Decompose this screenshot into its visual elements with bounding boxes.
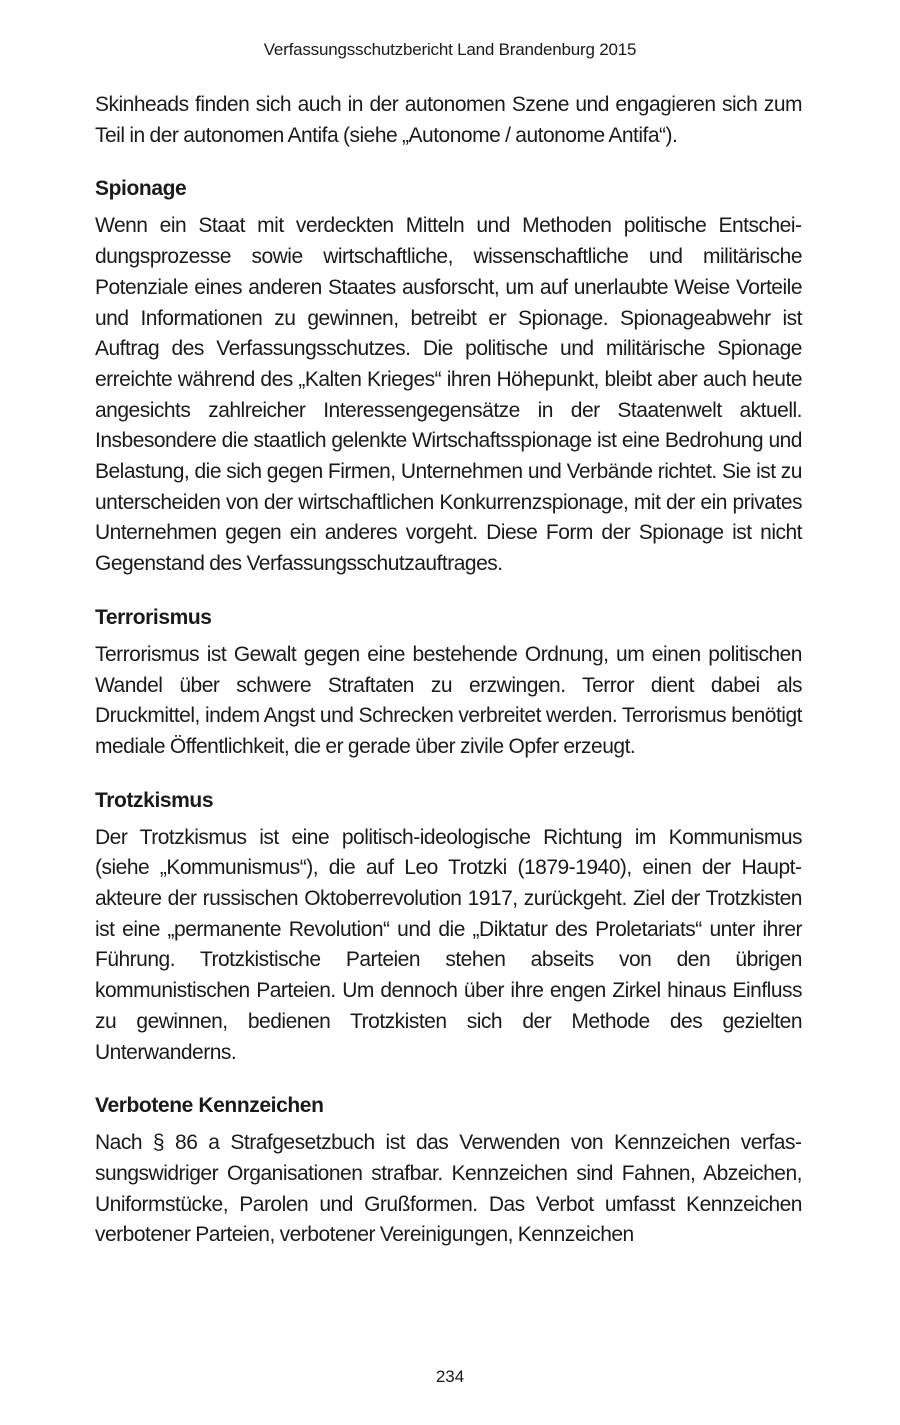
page-number: 234 (435, 1367, 465, 1386)
section-heading-terrorismus: Terrorismus (95, 605, 212, 629)
section-heading-trotzkismus: Trotzkismus (95, 788, 214, 812)
intro-paragraph: Skinheads finden sich auch in der autonomen Szene und engagieren sich zum Teil in der autonomen Antifa (siehe „Autonome / autonome Antifa“). (95, 93, 802, 147)
section-body-terrorismus: Terrorismus ist Gewalt gegen eine bestehende Ordnung, um einen politischen Wandel über schwere Straftaten zu erzwingen. Terror dient dabei als Druckmittel, indem Angst und Schrecken verbreitet werden. Terrorismus benötigt mediale Öffentlichkeit, die er gerade über zivile Opfer erzeugt. (95, 642, 802, 758)
section-trotzkismus (95, 786, 802, 1069)
section-body-spionage: Wenn ein Staat mit verdeckten Mitteln und Methoden politische Entscheidungsprozesse sowie wirtschaftliche, wissenschaftliche und militärische Potenziale eines anderen Staates ausforscht, um auf unerlaubte Weise Vorteile und Informationen zu gewinnen, betreibt er Spionage. Spionageabwehr ist Auftrag des Verfassungsschutzes. Die politische und militärische Spionage erreichte während des „Kalten Krieges“ ihren Höhepunkt, bleibt aber auch heute angesichts zahlreicher Interessengegensätze in der Staatenwelt aktuell. Insbesondere die staatlich gelenkte Wirtschaftsspionage ist eine Bedrohung und Belastung, die sich gegen Firmen, Unternehmen und Verbände richtet. Sie ist zu unterscheiden von der wirtschaftlichen Konkurrenzspionage, mit der ein privates Unternehmen gegen ein anderes vorgeht. Diese Form der Spionage ist nicht Gegenstand des Verfassungsschutzauftrages. (95, 214, 802, 576)
running-header: Verfassungsschutzbericht Land Brandenburg 2015 (263, 40, 637, 59)
section-heading-verbotene-kennzeichen: Verbotene Kennzeichen (95, 1094, 324, 1118)
section-body-verbotene-kennzeichen: Nach § 86 a Strafgesetzbuch ist das Verwenden von Kennzeichen verfassungswidriger Organisationen strafbar. Kennzeichen sind Fahnen, Abzeichen, Uniformstücke, Parolen und Grußformen. Das Verbot umfasst Kennzeichen verbotener Parteien, verbotener Vereinigungen, Kennzeichen (95, 1131, 802, 1247)
section-terrorismus (95, 603, 802, 763)
section-verbotene-kennzeichen (95, 1091, 802, 1251)
section-body-trotzkismus: Der Trotzkismus ist eine politisch-ideologische Richtung im Kommunismus (siehe „Kommunismus“), die auf Leo Trotzki (1879-1940), einen der Hauptakteure der russischen Oktoberrevolution 1917, zurückgeht. Ziel der Trotzkisten ist eine „permanente Revolution“ und die „Diktatur des Proletariats“ unter ihrer Führung. Trotzkistische Parteien stehen abseits von den übrigen kommunistischen Parteien. Um dennoch über ihre engen Zirkel hinaus Einfluss zu gewinnen, bedienen Trotzkisten sich der Methode des gezielten Unterwanderns. (95, 825, 802, 1064)
section-spionage (95, 174, 802, 579)
section-heading-spionage: Spionage (95, 177, 187, 201)
page-body (95, 90, 802, 1251)
